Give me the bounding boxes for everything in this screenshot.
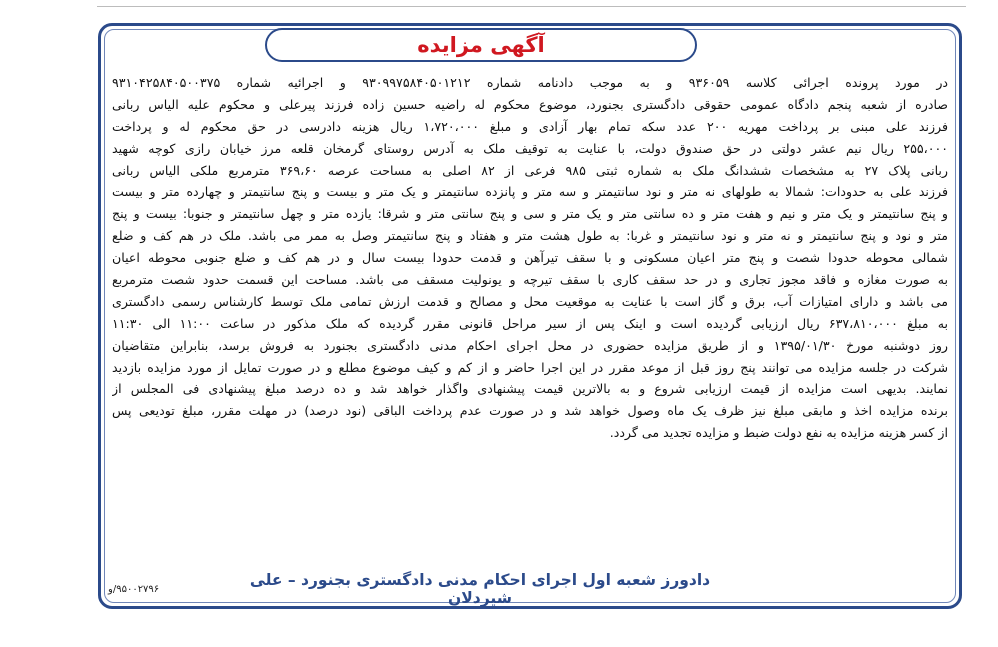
reference-number: ۹۵۰۰۲۷۹۶/و	[108, 584, 160, 595]
notice-line: در مورد پرونده اجرائی کلاسه ۹۳۶۰۵۹ و به موجب دادنامه شماره ۹۳۰۹۹۷۵۸۴۰۵۰۱۲۱۲ و اجرائیه شماره ۹۳۱۰۴۲۵۸۴۰۵۰۰۳۷۵	[112, 75, 948, 90]
top-divider	[97, 6, 966, 7]
notice-line: متر و نود و پنج سانتیمتر و نه متر و نود سانتیمتر و غربا: به طول هشت متر و هفتاد و پنج سانتیمتر وصل به ممر می باشد. ملک در هم کف و ضلع	[112, 228, 948, 244]
notice-line: می باشد و دارای امتیازات آب، برق و گاز است با عنایت به موقعیت محل و مصالح و قدمت ارزش تمامی ملک توسط کارشناس رسمی دادگستری	[112, 293, 948, 309]
notice-line: از کسر هزینه مزایده به نفع دولت ضبط و مزایده تجدید می گردد.	[609, 425, 948, 441]
notice-signature: دادورز شعبه اول اجرای احکام مدنی دادگستری بجنورد – علی شیردلان	[249, 571, 711, 607]
notice-title: آگهی مزایده	[417, 32, 545, 57]
notice-line: صادره از شعبه پنجم دادگاه عمومی حقوقی دادگستری بجنورد، موضوع محکوم له راضیه حسین زاده فرزند پیرعلی و محکوم علیه الیاس ربانی	[112, 96, 948, 112]
notice-line: نمایند. بدیهی است مزایده از قیمت ارزیابی شروع و به بالاترین قیمت پیشنهادی واگذار خواهد شد و ده درصد مبلغ پیشنهادی فی المجلس از	[112, 381, 948, 397]
notice-line: و پنج سانتیمتر و یک متر و نیم و هفت متر و ده سانتی متر و یک متر و سی و پنج سانتی متر و شرقا: یازده متر و چهل سانتیمتر و جنوبا: بیست و پنج	[112, 206, 948, 222]
notice-line: شرکت در جلسه مزایده می توانند پنج روز قبل از موعد مقرر در این اجرا حاضر و از کم و کیف موضوع مطلع و در صورت تمایل از مورد مزایده بازدید	[112, 359, 948, 375]
notice-line: به صورت مغازه و فاقد مجوز تجاری و در حد سقف کاری با سقف تیرچه و یونولیت مسقف می باشد. مساحت این قسمت حدود شصت مترمربع	[112, 272, 948, 288]
notice-line: فرزند علی به حدودات: شمالا به طولهای نه متر و نود سانتیمتر و سه متر و پانزده سانتیمتر و یک متر و بیست و پنج سانتیمتر و چهارده متر و بیست	[112, 184, 948, 200]
notice-line: شمالی محوطه حدودا شصت و پنج متر اعیان مسکونی و با سقف تیرآهن و قدمت حدودا بیست سال و در هم کف و ضلع جنوبی محوطه اعیان	[112, 250, 948, 266]
notice-line: ۲۵۵،۰۰۰ ریال نیم عشر دولتی در حق صندوق دولت، با عنایت به توقیف ملک به آدرس روستای گرمخان قلعه مرز خیابان رازی کوچه شهید	[112, 140, 948, 156]
notice-line: به مبلغ ۶۳۷،۸۱۰،۰۰۰ ریال ارزیابی گردیده است و اینک پس از سیر مراحل قانونی مقرر گردیده که ملک مذکور در ساعت ۱۱:۰۰ الی ۱۱:۳۰	[112, 315, 948, 331]
notice-line: ربانی پلاک ۲۷ به مشخصات ششدانگ ملک به شماره ثبتی ۹۸۵ فرعی از ۸۲ اصلی به مساحت عرصه ۳۶۹،۶۰ مترمربع ملکی الیاس ربانی	[112, 162, 948, 178]
notice-line: روز دوشنبه مورخ ۱۳۹۵/۰۱/۳۰ و از طریق مزایده حضوری در محل اجرای احکام مدنی دادگستری بجنورد به فروش برسد، بنابراین متقاضیان	[112, 337, 948, 353]
notice-line: فرزند علی مبنی بر پرداخت مهریه ۲۰۰ عدد سکه تمام بهار آزادی و مبلغ ۱،۷۲۰،۰۰۰ ریال هزینه دادرسی در حق محکوم له و پرداخت	[112, 118, 948, 134]
notice-line: برنده مزایده اخذ و مابقی مبلغ نیز ظرف یک ماه وصول خواهد شد و در صورت عدم پرداخت الباقی (نود درصد) در مهلت مقرر، مبلغ تودیعی پس	[112, 403, 948, 419]
notice-title-box	[265, 28, 697, 62]
notice-body	[112, 72, 948, 444]
